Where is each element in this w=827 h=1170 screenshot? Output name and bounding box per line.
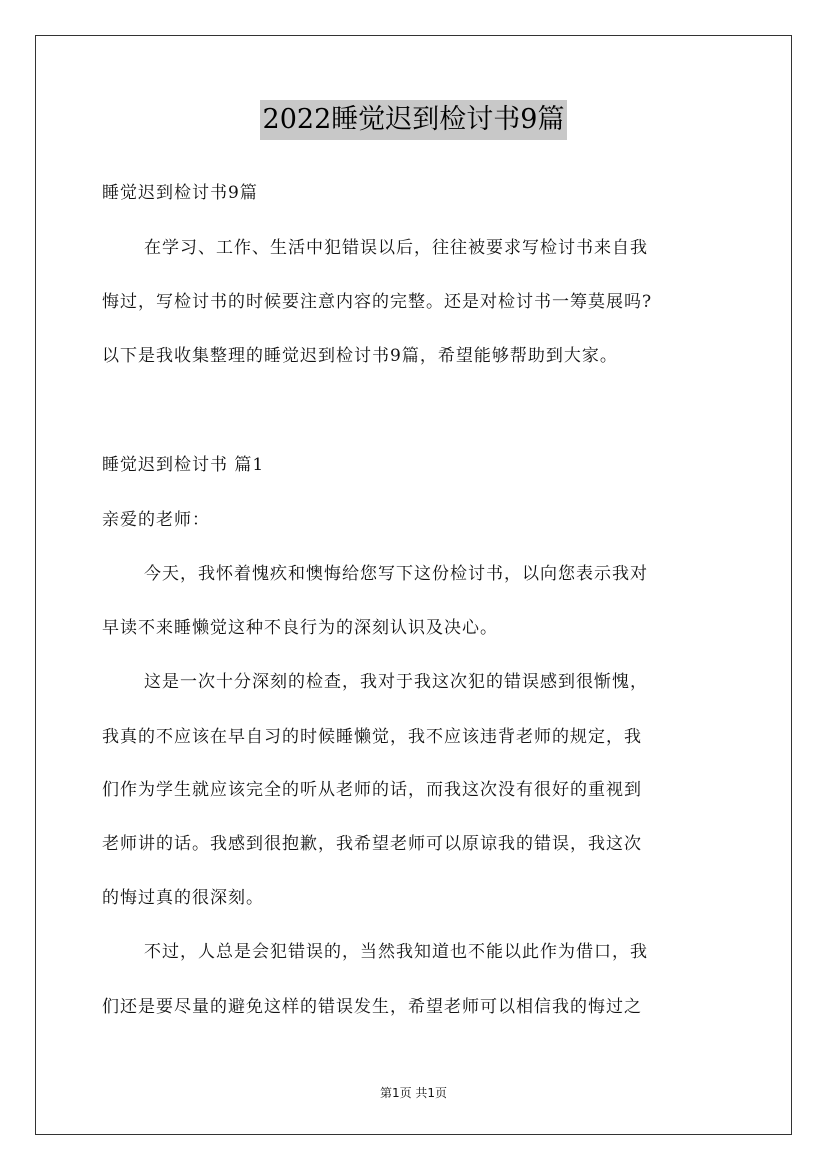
paragraph-line: 今天，我怀着愧疚和懊悔给您写下这份检讨书，以向您表示我对 — [144, 564, 648, 584]
section-heading: 睡觉迟到检讨书 篇1 — [102, 455, 265, 475]
paragraph-line: 的悔过真的很深刻。 — [102, 888, 264, 908]
subtitle-line: 睡觉迟到检讨书9篇 — [102, 183, 258, 203]
paragraph-line: 老师讲的话。我感到很抱歉，我希望老师可以原谅我的错误，我这次 — [102, 834, 642, 854]
document-title-text: 2022睡觉迟到检讨书9篇 — [260, 100, 568, 140]
paragraph-line: 们作为学生就应该完全的听从老师的话，而我这次没有很好的重视到 — [102, 780, 642, 800]
paragraph-line: 早读不来睡懒觉这种不良行为的深刻认识及决心。 — [102, 618, 498, 638]
page-footer: 第1页 共1页 — [379, 1086, 448, 1100]
paragraph-line: 们还是要尽量的避免这样的错误发生，希望老师可以相信我的悔过之 — [102, 997, 642, 1017]
paragraph-line: 悔过，写检讨书的时候要注意内容的完整。还是对检讨书一筹莫展吗? — [102, 292, 653, 312]
paragraph-line: 在学习、工作、生活中犯错误以后，往往被要求写检讨书来自我 — [144, 238, 648, 258]
paragraph-line: 我真的不应该在早自习的时候睡懒觉，我不应该违背老师的规定，我 — [102, 727, 642, 747]
paragraph-line: 以下是我收集整理的睡觉迟到检讨书9篇，希望能够帮助到大家。 — [102, 346, 618, 366]
paragraph-line: 不过，人总是会犯错误的，当然我知道也不能以此作为借口，我 — [144, 942, 648, 962]
salutation-line: 亲爱的老师： — [102, 510, 210, 530]
document-title — [0, 100, 827, 140]
paragraph-line: 这是一次十分深刻的检查，我对于我这次犯的错误感到很惭愧， — [144, 672, 648, 692]
